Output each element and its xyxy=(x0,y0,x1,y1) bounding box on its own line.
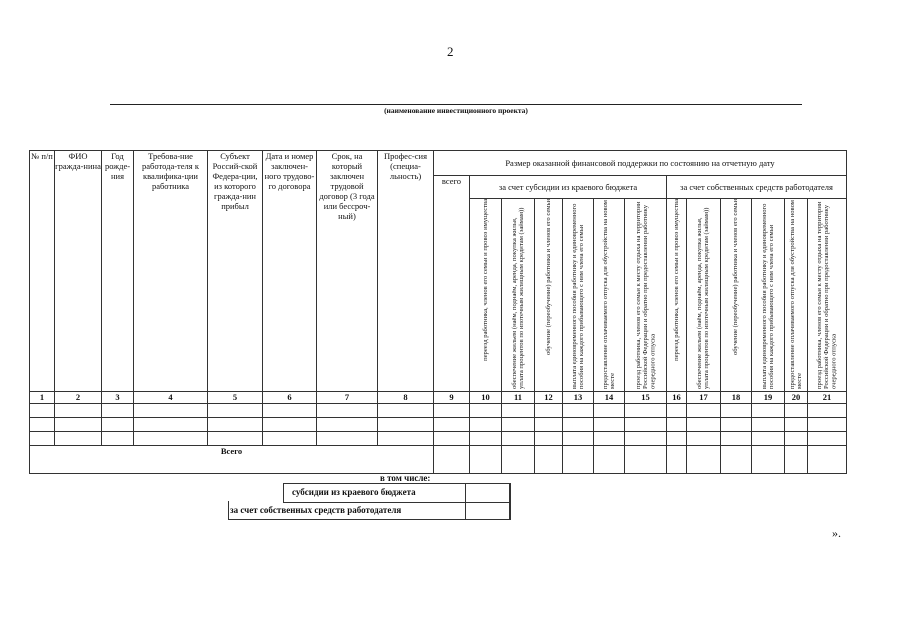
col-number: 2 xyxy=(55,392,102,404)
col-number: 8 xyxy=(378,392,434,404)
col-number: 7 xyxy=(317,392,378,404)
vheader-21: проезд работника, членов его семьи к месту отдыха на территории Российской Федерации и обратно при предоставлении работнику очередного отпуска xyxy=(816,201,838,389)
col-number: 11 xyxy=(502,392,535,404)
header-qualification: Требова-ние работода-теля к квалифика-ции работника xyxy=(134,151,208,392)
col-number: 13 xyxy=(563,392,594,404)
header-number: № п/п xyxy=(30,151,55,392)
vheader-11: обеспечение жильем (наём, поднаём, аренда, покупка жилья, уплата процентов по ипотечным жилищным кредитам (займам)) xyxy=(510,207,525,389)
header-contract-date: Дата и номер заключен-ного трудово-го договора xyxy=(263,151,317,392)
vheader-14: предоставление оплачиваемого отпуска для обустройства на новом месте xyxy=(601,200,616,389)
header-fio: ФИО гражда-нина xyxy=(55,151,102,392)
header-region: Субъект Россий-ской Федера-ции, из которого гражда-нин прибыл xyxy=(208,151,263,392)
vheader-12: обучение (переобучение) работника и членов его семьи xyxy=(544,199,552,355)
total-label: Всего xyxy=(30,446,434,474)
employer-row-box xyxy=(228,501,466,520)
vheader-18: обучение (переобучение) работника и членов его семьи xyxy=(732,199,740,355)
vheader-10: переезд работника, членов его семьи и провоз имущества xyxy=(481,199,489,361)
subsidy-label: субсидии из краевого бюджета xyxy=(292,487,416,497)
table-row xyxy=(30,404,847,418)
vheader-17: обеспечение жильем (наём, поднаём, аренда, покупка жилья, уплата процентов по ипотечным жилищным кредитам (займам)) xyxy=(696,207,711,389)
col-number: 17 xyxy=(687,392,721,404)
col-number: 1 xyxy=(30,392,55,404)
financial-support-table xyxy=(29,150,847,474)
col-number: 19 xyxy=(752,392,785,404)
col-number: 10 xyxy=(470,392,502,404)
project-name-line xyxy=(110,104,802,105)
vheader-16: переезд работника, членов его семьи и провоз имущества xyxy=(672,199,680,361)
subsidy-row-box xyxy=(283,483,466,503)
header-birth-year: Год рожде-ния xyxy=(102,151,134,392)
including-label: в том числе: xyxy=(380,473,431,483)
total-row xyxy=(30,446,847,474)
header-contract-term: Срок, на который заключен трудовой договор (3 года или бессроч-ный) xyxy=(317,151,378,392)
col-number: 12 xyxy=(535,392,563,404)
col-number: 3 xyxy=(102,392,134,404)
vheader-19: выплата единовременного пособия работнику и единовременного пособия на каждого прибывающего с ним члена его семьи xyxy=(760,203,775,389)
closing-quote: ». xyxy=(832,526,841,540)
col-number: 14 xyxy=(594,392,625,404)
table-row xyxy=(30,432,847,446)
header-total: всего xyxy=(434,176,470,392)
header-profession: Профес-сия (специа-льность) xyxy=(378,151,434,392)
vheader-13: выплата единовременного пособия работнику и единовременного пособия на каждого прибывающего с ним члена его семьи xyxy=(570,203,585,389)
vheader-15: проезд работника, членов его семьи к месту отдыха на территории Российской Федерации и обратно при предоставлении работнику очередного отпуска xyxy=(634,201,657,389)
table-row xyxy=(30,418,847,432)
page-number: 2 xyxy=(447,44,454,59)
col-number: 15 xyxy=(625,392,667,404)
header-support: Размер оказанной финансовой поддержки по состоянию на отчетную дату xyxy=(434,151,847,176)
col-number: 5 xyxy=(208,392,263,404)
col-number: 16 xyxy=(667,392,687,404)
col-number: 20 xyxy=(785,392,808,404)
col-number: 18 xyxy=(721,392,752,404)
col-number: 6 xyxy=(263,392,317,404)
header-employer: за счет собственных средств работодателя xyxy=(667,176,847,199)
col-number: 9 xyxy=(434,392,470,404)
col-number: 4 xyxy=(134,392,208,404)
project-caption: (наименование инвестиционного проекта) xyxy=(384,106,528,115)
employer-total-cell xyxy=(465,501,511,520)
col-number: 21 xyxy=(808,392,847,404)
header-regional: за счет субсидии из краевого бюджета xyxy=(470,176,667,199)
subsidy-total-cell xyxy=(465,483,511,503)
vheader-20: предоставление оплачиваемого отпуска для обустройства на новом месте xyxy=(788,200,803,389)
employer-funds-label: за счет собственных средств работодателя xyxy=(230,505,402,515)
